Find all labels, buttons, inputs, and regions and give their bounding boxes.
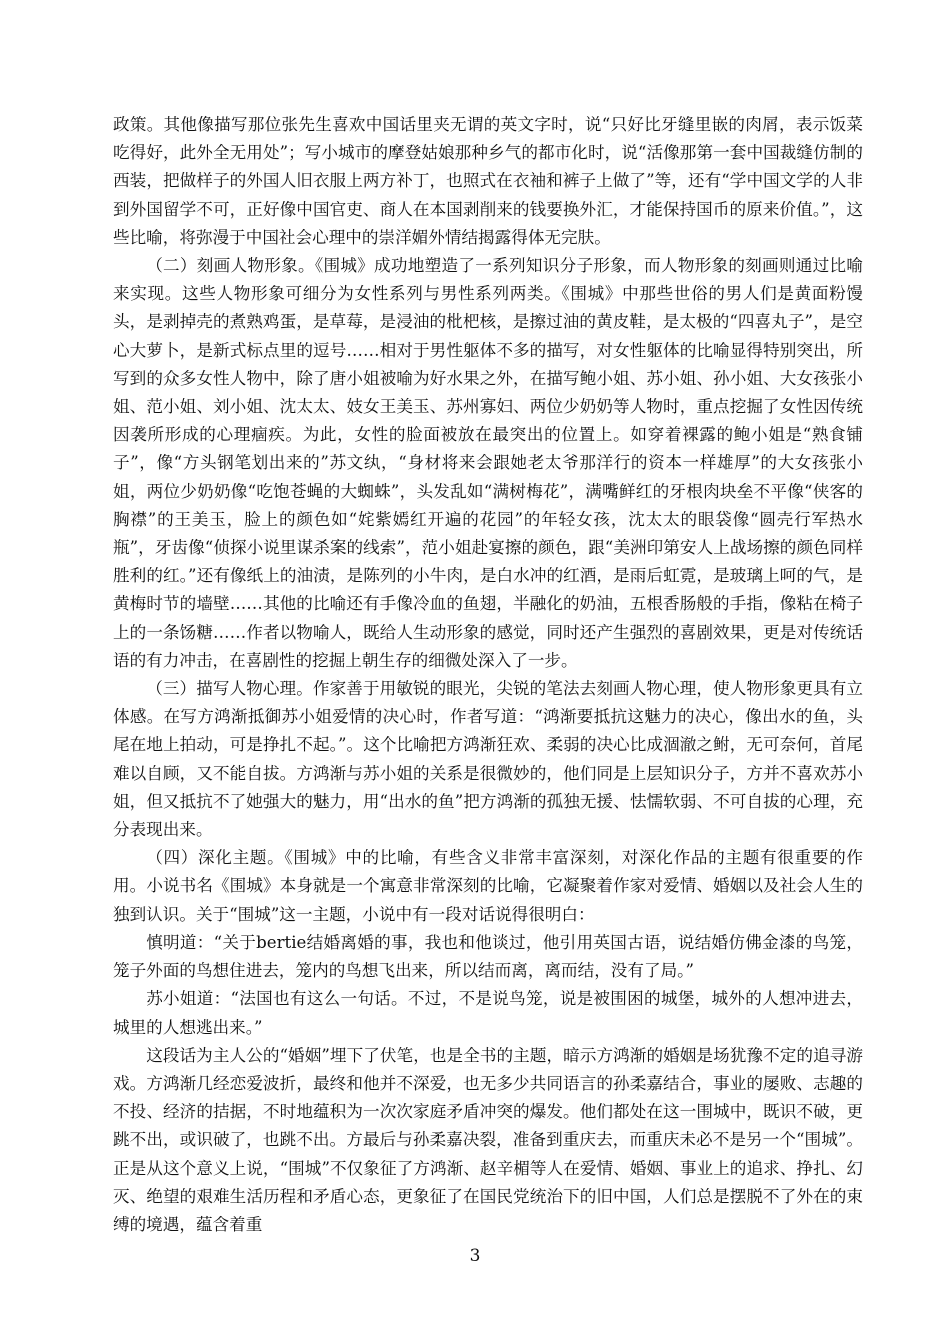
paragraph-analysis: 这段话为主人公的“婚姻”埋下了伏笔，也是全书的主题，暗示方鸿渐的婚姻是场犹豫不定的追寻游戏。方鸿渐几经恋爱波折，最终和他并不深爱，也无多少共同语言的孙柔嘉结合，事业的屡败、志趣的不投、经济的拮据，不时地蕴积为一次次家庭矛盾冲突的爆发。他们都处在这一围城中，既识不破，更跳不出，或识破了，也跳不出。方最后与孙柔嘉决裂，准备到重庆去，而重庆未必不是另一个“围城”。正是从这个意义上说，“围城”不仅象征了方鸿渐、赵辛楣等人在爱情、婚姻、事业上的追求、挣扎、幻灭、绝望的艰难生活历程和矛盾心态，更象征了在国民党统治下的旧中国，人们总是摆脱不了外在的束缚的境遇，蕴含着重 [113, 1045, 863, 1234]
quote-shenming: 慎明道：“关于bertie结婚离婚的事，我也和他谈过，他引用英国古语，说结婚仿佛金漆的鸟笼，笼子外面的鸟想住进去，笼内的鸟想飞出来，所以结而离，离而结，没有了局。” [113, 932, 863, 981]
paragraph-character-psychology: （三）描写人物心理。作家善于用敏锐的眼光，尖锐的笔法去刻画人物心理，使人物形象更具有立体感。在写方鸿渐抵御苏小姐爱情的决心时，作者写道：“鸿渐要抵抗这魅力的决心，像出水的鱼，头尾在地上拍动，可是挣扎不起。”。这个比喻把方鸿渐狂欢、柔弱的决心比成涸澈之鲋，无可奈何，首尾难以自顾，又不能自拔。方鸿渐与苏小姐的关系是很微妙的，他们同是上层知识分子，方并不喜欢苏小姐，但又抵抗不了她强大的魅力，用“出水的鱼”把方鸿渐的孤独无援、怯懦软弱、不可自拔的心理，充分表现出来。 [113, 679, 863, 840]
paragraph-theme: （四）深化主题。《围城》中的比喻，有些含义非常丰富深刻，对深化作品的主题有很重要的作用。小说书名《围城》本身就是一个寓意非常深刻的比喻，它凝聚着作家对爱情、婚姻以及社会人生的独到认识。关于“围城”这一主题，小说中有一段对话说得很明白： [113, 848, 863, 924]
paragraph-character-portrayal: （二）刻画人物形象。《围城》成功地塑造了一系列知识分子形象，而人物形象的刻画则通过比喻来实现。这些人物形象可细分为女性系列与男性系列两类。《围城》中那些世俗的男人们是黄面粉馒头，是剥掉壳的煮熟鸡蛋，是草莓，是浸油的枇杷核，是擦过油的黄皮鞋，是太极的“四喜丸子”，是空心大萝卜，是新式标点里的逗号……相对于男性躯体不多的描写，对女性躯体的比喻显得特别突出，所写到的众多女性人物中，除了唐小姐被喻为好水果之外，在描写鲍小姐、苏小姐、孙小姐、大女孩张小姐、范小姐、刘小姐、沈太太、妓女王美玉、苏州寡妇、两位少奶奶等人物时，重点挖掘了女性因传统因袭所形成的心理痼疾。为此，女性的脸面被放在最突出的位置上。如穿着裸露的鲍小姐是“熟食铺子”，像“方头钢笔划出来的”苏文纨，“身材将来会跟她老太爷那洋行的资本一样雄厚”的大女孩张小姐，两位少奶奶像“吃饱苍蝇的大蜘蛛”，头发乱如“满树梅花”，满嘴鲜红的牙根肉块垒不平像“侠客的胸襟”的王美玉，脸上的颜色如“姹紫嫣红开遍的花园”的年轻女孩，沈太太的眼袋像“圆壳行军热水瓶”，牙齿像“侦探小说里谋杀案的线索”，范小姐赴宴擦的颜色，跟“美洲印第安人上战场擦的颜色同样胜利的红。”还有像纸上的油渍，是陈列的小牛肉，是白水冲的红酒，是雨后虹霓，是玻璃上呵的气，是黄梅时节的墙壁……其他的比喻还有手像冷血的鱼翅，半融化的奶油，五根香肠般的手指，像粘在椅子上的一条饧糖……作者以物喻人，既给人生动形象的感觉，同时还产生强烈的喜剧效果，更是对传统话语的有力冲击，在喜剧性的挖掘上朝生存的细微处深入了一步。 [113, 256, 863, 670]
quote-miss-su: 苏小姐道：“法国也有这么一句话。不过，不是说鸟笼，说是被围困的城堡，城外的人想冲进去，城里的人想逃出来。” [113, 989, 863, 1037]
document-body [113, 111, 863, 1239]
page-number: 3 [469, 1246, 481, 1266]
paragraph-continuation: 政策。其他像描写那位张先生喜欢中国话里夹无谓的英文字时，说“只好比牙缝里嵌的肉屑，表示饭菜吃得好，此外全无用处”；写小城市的摩登姑娘那种乡气的都市化时，说“活像那第一套中国裁缝仿制的西装，把做样子的外国人旧衣服上两方补丁，也照式在衣袖和裤子上做了”等，还有“学中国文学的人非到外国留学不可，正好像中国官吏、商人在本国剥削来的钱要换外汇，才能保持国币的原来价值。”，这些比喻，将弥漫于中国社会心理中的崇洋媚外情结揭露得体无完肤。 [113, 115, 863, 247]
